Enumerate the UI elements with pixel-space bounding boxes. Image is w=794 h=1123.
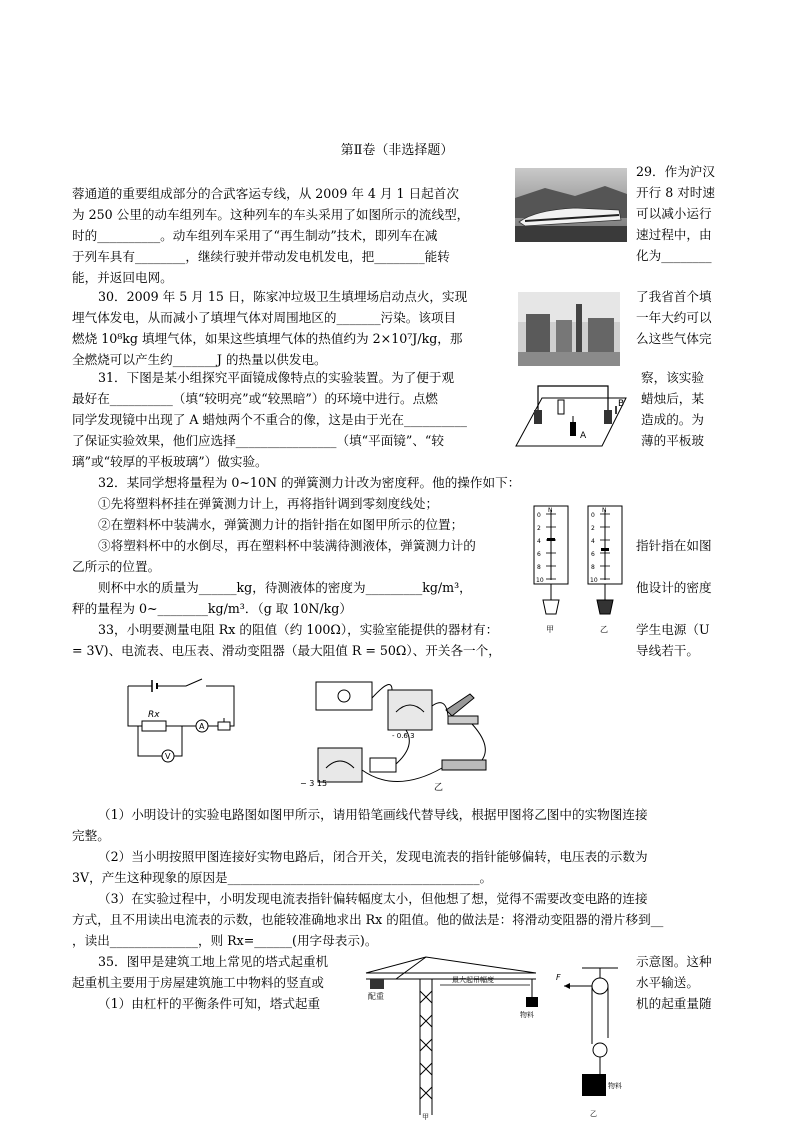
q29-right-line: 29．作为沪汉: [636, 164, 715, 179]
q33-sub1-line: （1）小明设计的实验电路图如图甲所示，请用铅笔画线代替导线，根据甲图将乙图中的实物图连接: [98, 807, 648, 822]
q31-right-line: 造成的。为: [641, 412, 704, 427]
q32-right-text: [636, 535, 712, 598]
counterweight-label: 配重: [368, 992, 384, 1001]
q30-line: 30．2009 年 5 月 15 日，陈家冲垃圾卫生填埋场启动点火，实现: [98, 289, 468, 304]
q29-line: 能，并返回电网。: [72, 270, 173, 285]
q33-sub2-line: （2）当小明按照甲图连接好实物电路后，闭合开关，发现电流表的指针能够偏转，电压表的示数为: [98, 849, 648, 864]
pulley-figure-yi: [552, 964, 632, 1121]
spring-scale-figure: [528, 500, 632, 638]
cargo-block-icon: [526, 997, 538, 1007]
ammeter-range-label: - 0.6 3: [392, 732, 415, 740]
q33-right-text: [636, 619, 710, 661]
q33-sub3-line: ，读出______________，则 Rx=______(用字母表示)。: [72, 933, 378, 948]
q29-line: 时的__________。动车组列车采用了“再生制动”技术，即列车在减: [72, 228, 438, 243]
tick-label: 2: [537, 525, 541, 532]
tower-crane-figure-jia: [360, 951, 542, 1121]
span-label: 最大起吊幅度: [452, 976, 494, 984]
q31-line: 璃”或“较厚的平板玻璃”）做实验。: [72, 454, 268, 469]
mirror-experiment-figure: [512, 376, 630, 460]
q29-right-line: 可以减小运行: [636, 206, 712, 221]
q30-right-line: 么这些气体完: [636, 331, 712, 346]
pulley-cargo-label: 物料: [608, 1082, 622, 1090]
q32-line: 则杯中水的质量为______kg，待测液体的密度为_________kg/m³，: [98, 580, 472, 595]
tick-label: 2: [591, 525, 595, 532]
tick-label: 8: [591, 564, 595, 571]
candle-a-icon: [570, 422, 576, 436]
fig-label-yi: 乙: [600, 625, 608, 634]
q31-line: 最好在__________（填“较明亮”或“较黑暗”）的环境中进行。点燃: [72, 391, 438, 406]
q33-right-line: 导线若干。: [636, 643, 699, 658]
ammeter-label: A: [199, 722, 205, 731]
q29-line: 于列车具有________，继续行驶并带动发电机发电，把________能转: [72, 249, 450, 264]
q29-line: 蓉通道的重要组成部分的合武客运专线，从 2009 年 4 月 1 日起首次: [72, 186, 459, 201]
landfill-photo: [518, 292, 620, 366]
force-label: F: [556, 973, 561, 982]
tick-label: 10: [590, 577, 598, 584]
voltmeter-range-label: − 3 15: [300, 779, 328, 788]
q33-text: [72, 619, 501, 661]
q30-right-line: 了我省首个填: [636, 289, 712, 304]
q33-sub2-line: 3V，产生这种现象的原因是________________________________________。: [72, 870, 493, 885]
q29-line: 为 250 公里的动车组列车。这种列车的车头采用了如图所示的流线型，: [72, 207, 470, 222]
q35-line: 35．图甲是建筑工地上常见的塔式起重机: [98, 954, 329, 969]
q30-right-line: 一年大约可以: [636, 310, 712, 325]
section-title: 第Ⅱ卷（非选择题）: [340, 143, 454, 158]
q31-line: 31．下图是某小组探究平面镜成像特点的实验装置。为了便于观: [98, 370, 455, 385]
q35-line: 起重机主要用于房屋建筑施工中物料的竖直或: [72, 975, 324, 990]
train-photo: [515, 168, 627, 242]
physical-circuit-yi: [296, 676, 496, 794]
q33-line: 33，小明要测量电阻 Rx 的阻值（约 100Ω），实验室能提供的器材有：: [98, 622, 499, 637]
q32-line: 乙所示的位置。: [72, 559, 161, 574]
rx-label: Rx: [148, 710, 160, 720]
q33-sub3-line: （3）在实验过程中，小明发现电流表指针偏转幅度太小，但他想了想，觉得不需要改变电路的连接: [98, 891, 648, 906]
fig-label-jia: 甲: [546, 625, 554, 634]
tick-label: 4: [591, 538, 595, 545]
q32-line: ③将塑料杯中的水倒尽，再在塑料杯中装满待测液体，弹簧测力计的: [98, 538, 476, 553]
candle-b-icon: [558, 400, 564, 414]
unit-label: N: [602, 507, 607, 514]
q30-line: 埋气体发电，从而减小了填埋气体对周围地区的_______污染。该项目: [72, 310, 457, 325]
fig-label-a: A: [580, 431, 587, 441]
q29-right-line: 开行 8 对时速: [636, 185, 715, 200]
q30-line: 全燃烧可以产生约_______J 的热量以供发电。: [72, 352, 327, 367]
fig-label-pulley-yi: 乙: [590, 1110, 597, 1118]
fig-label-yi-circuit: 乙: [434, 783, 444, 793]
tick-label: 0: [537, 512, 541, 519]
q31-right-line: 察，该实验: [641, 370, 704, 385]
q35-right-line: 示意图。这种: [636, 954, 712, 969]
q35-line: （1）由杠杆的平衡条件可知，塔式起重: [98, 996, 321, 1011]
q29-right-line: 化为________: [636, 248, 712, 263]
q31-right-line: 蜡烛后，某: [641, 391, 704, 406]
tick-label: 10: [536, 577, 544, 584]
q31-right-text: [641, 367, 704, 451]
q29-text: [72, 183, 469, 288]
q35-text: [72, 951, 328, 1014]
q33-subquestions: [72, 804, 663, 951]
q33-sub1-line: 完整。: [72, 828, 110, 843]
q29-right-line: 速过程中，由: [636, 227, 712, 242]
tick-label: 6: [537, 551, 541, 558]
q31-line: 了保证实验效果，他们应选择________________（填“平面镜”、“较: [72, 433, 444, 448]
tick-label: 6: [591, 551, 595, 558]
q31-text: [72, 367, 467, 472]
fig-label-crane-jia: 甲: [422, 1113, 429, 1121]
q31-right-line: 薄的平板玻: [641, 433, 704, 448]
tick-label: 8: [537, 564, 541, 571]
spring-scale-left: [534, 506, 568, 634]
cargo-label: 物料: [520, 1011, 534, 1019]
q32-text: [72, 472, 520, 619]
q35-right-text: [636, 951, 712, 1014]
q30-right-text: [636, 286, 712, 349]
q32-line: 32．某同学想将量程为 0~10N 的弹簧测力计改为密度秤。他的操作如下：: [98, 475, 521, 490]
unit-label: N: [548, 507, 553, 514]
q32-line: 秤的量程为 0~________kg/m³．（g 取 10N/kg）: [72, 601, 352, 616]
q33-sub3-line: 方式，且不用读出电流表的示数，也能较准确地求出 Rx 的阻值。他的做法是：将滑动变阻器的滑片移到__: [72, 912, 664, 927]
q30-line: 燃烧 10⁸kg 填埋气体，如果这些填埋气体的热值约为 2×10⁷J/kg，那: [72, 331, 463, 346]
circuit-diagram-jia: [122, 676, 244, 768]
q32-right-line: 指针指在如图: [636, 538, 712, 553]
q30-text: [72, 286, 467, 370]
voltmeter-label: V: [165, 752, 171, 761]
q32-right-line: 他设计的密度: [636, 580, 712, 595]
q31-line: 同学发现镜中出现了 A 蜡烛两个不重合的像，这是由于光在__________: [72, 412, 467, 427]
q35-right-line: 机的起重量随: [636, 996, 712, 1011]
q33-line: = 3V)、电流表、电压表、滑动变阻器（最大阻值 R = 50Ω）、开关各一个，: [72, 643, 501, 658]
spring-scale-right: [588, 506, 622, 634]
q33-right-line: 学生电源（U: [636, 622, 710, 637]
q32-line: ①先将塑料杯挂在弹簧测力计上，再将指针调到零刻度线处；: [98, 496, 439, 511]
pulley-cargo-icon: [582, 1074, 606, 1096]
tick-label: 4: [537, 538, 541, 545]
tick-label: 0: [591, 512, 595, 519]
q29-right-text: [636, 161, 715, 266]
q32-line: ②在塑料杯中装满水，弹簧测力计的指针指在如图甲所示的位置；: [98, 517, 464, 532]
fig-label-b: B: [618, 399, 625, 409]
q35-right-line: 水平输送。: [636, 975, 699, 990]
